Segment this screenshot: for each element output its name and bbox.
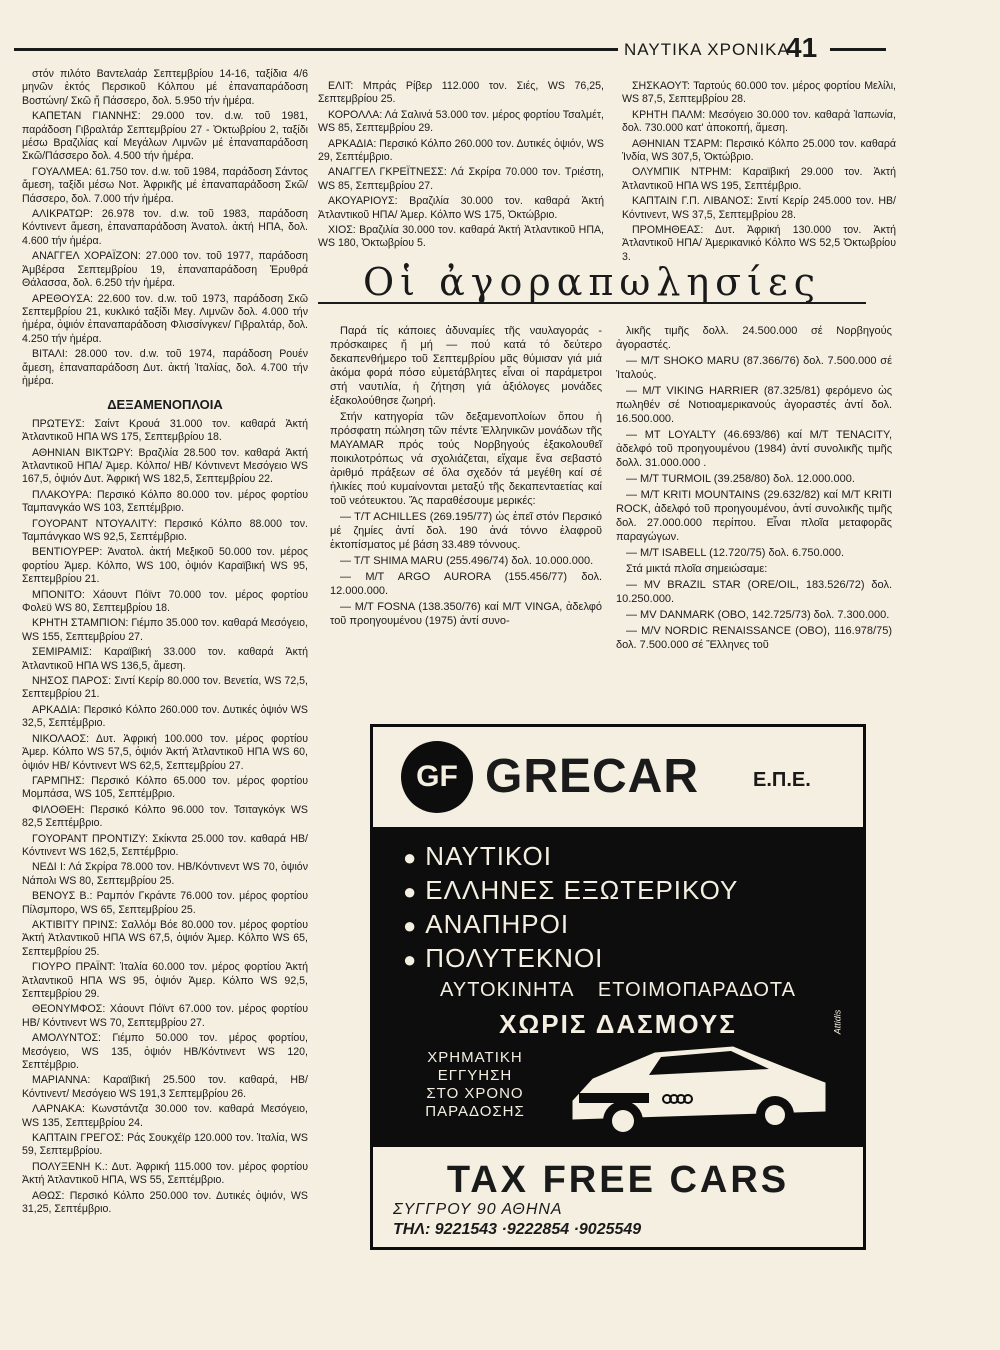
paragraph: ΒΕΝΟΥΣ Β.: Ραμπόν Γκράντε 76.000 τον. μέρος φορτίου Πίλσμπορο, WS 65, Σεπτεμβρίου 25. bbox=[22, 890, 308, 916]
paragraph: ΛΑΡΝΑΚΑ: Κωνστάντζα 30.000 τον. καθαρά Μεσόγειο, WS 135, Σεπτεμβρίου 24. bbox=[22, 1103, 308, 1129]
ad-line-available-cars: ΑΥΤΟΚΙΝΗΤΑ ΕΤΟΙΜΟΠΑΡΑΔΟΤΑ bbox=[440, 979, 796, 1001]
article-column-left bbox=[330, 322, 602, 628]
article-paragraph: — T/T ACHILLES (269.195/77) ὡς ἐπεῖ στόν Περσικό μέ ζημίες ἀντί δολ. 190 ἀνά τόννο ἐλαφροῦ ἐκτοπίσματος μέ βάση 33.489 τόννους. bbox=[330, 511, 602, 551]
article-title: Οἱ ἀγοραπωλησίες bbox=[318, 262, 866, 304]
paragraph: ΣΗΣΚΑΟΥΤ: Ταρτούς 60.000 τον. μέρος φορτίου Μελίλι, WS 87,5, Σεπτεμβρίου 28. bbox=[622, 80, 896, 106]
paragraph: ΧΙΟΣ: Βραζιλία 30.000 τον. καθαρά Ἀκτή Ἀτλαντικοῦ ΗΠΑ, WS 180, Ὀκτωβρίου 5. bbox=[318, 224, 604, 250]
article-paragraph: — M/T ARGO AURORA (155.456/77) δολ. 12.000.000. bbox=[330, 571, 602, 597]
ad-brand-suffix: Ε.Π.Ε. bbox=[753, 769, 811, 791]
article-paragraph: — MV DANMARK (OBO, 142.725/73) δολ. 7.300.000. bbox=[626, 609, 890, 621]
section-title-tankers: ΔΕΞΑΜΕΝΟΠΛΟΙΑ bbox=[107, 397, 223, 413]
publication-name: ΝΑΥΤΙΚΑ ΧΡΟΝΙΚΑ bbox=[624, 40, 790, 59]
paragraph: ΠΡΟΜΗΘΕΑΣ: Δυτ. Ἀφρική 130.000 τον. Ἀκτή Ἀτλαντικοῦ ΗΠΑ/ Ἀμερικανικό Κόλπο WS 52,5 Ὀκτωβρίου 3. bbox=[622, 224, 896, 263]
paragraph: ΚΟΡΟΛΛΑ: Λά Σαλινά 53.000 τον. μέρος φορτίου Τσαλμέτ, WS 85, Σεπτεμβρίου 29. bbox=[318, 108, 604, 135]
ad-artist-signature: Attidis bbox=[832, 1009, 843, 1035]
paragraph: ΚΑΠΕΤΑΝ ΓΙΑΝΝΗΣ: 29.000 τον. d.w. τοῦ 1981, παράδοση Γιβραλτάρ Σεπτεμβρίου 27 - Ὀκτωβρίου 2, ταξίδι μέσω Βραζιλίας καί Μεγάλων Λιμνῶν μέ ἐπαναπαράδοση Σκῶ/Πάσσερο δολ. 4.500 τήν ἡμέρα. bbox=[22, 110, 308, 163]
article-paragraph: λικῆς τιμῆς δολλ. 24.500.000 σέ Νορβηγούς ἀγοραστές. bbox=[616, 325, 892, 351]
ad-bullet: ● ΕΛΛΗΝΕΣ ΕΞΩΤΕΡΙΚΟΥ bbox=[403, 875, 739, 905]
ad-bullet: ● ΠΟΛΥΤΕΚΝΟΙ bbox=[403, 943, 604, 973]
paragraph: ΑΘΩΣ: Περσικό Κόλπο 250.000 τον. Δυτικές ὀψιόν, WS 31,25, Σεπτέμβριο. bbox=[22, 1189, 308, 1216]
paragraph: ΘΕΟΝΥΜΦΟΣ: Χάουντ Πόϊντ 67.000 τον. μέρος φορτίου ΗΒ/ Κόντινεντ WS 70, Σεπτεμβρίου 27. bbox=[22, 1003, 308, 1029]
paragraph: ΑΝΑΓΓΕΛ ΓΚΡΕΪΤΝΕΣΣ: Λά Σκρίρα 70.000 τον. Τριέστη, WS 85, Σεπτεμβρίου 27. bbox=[318, 166, 604, 192]
article-paragraph: — T/T SHIMA MARU (255.496/74) δολ. 10.000.000. bbox=[340, 555, 594, 567]
paragraph: ΦΙΛΟΘΕΗ: Περσικό Κόλπο 96.000 τον. Τσιταγκόγκ WS 82,5 Σεπτέμβριο. bbox=[22, 803, 308, 830]
paragraph: ΑΘΗΝΙΑΝ ΒΙΚΤΩΡΥ: Βραζιλία 28.500 τον. καθαρά Ἀκτή Ἀτλαντικοῦ ΗΠΑ/ Ἀμερ. Κόλπο/ ΗΒ/ Κόντινεντ Μεσόγειο WS 167,5, ὀψιόν Δυτ. Ἀφρική WS 182,5, Σεπτεμβρίου 22. bbox=[22, 446, 308, 486]
article-paragraph: — M/T TURMOIL (39.258/80) δολ. 12.000.000. bbox=[626, 473, 855, 485]
paragraph: ΑΡΚΑΔΙΑ: Περσικό Κόλπο 260.000 τον. Δυτικές ὀψιόν, WS 29, Σεπτέμβριο. bbox=[318, 137, 604, 164]
ad-header bbox=[373, 727, 863, 827]
ad-bullet: ● ΑΝΑΠΗΡΟΙ bbox=[403, 909, 570, 939]
ad-guarantee-text: ΧΡΗΜΑΤΙΚΗ ΕΓΓΥΗΣΗ ΣΤΟ ΧΡΟΝΟ ΠΑΡΑΔΟΣΗΣ bbox=[425, 1049, 525, 1120]
ad-address: ΣΥΓΓΡΟΥ 90 ΑΘΗΝΑ bbox=[393, 1201, 563, 1218]
grecar-advertisement bbox=[370, 724, 866, 1250]
article-paragraph: — M/T ISABELL (12.720/75) δολ. 6.750.000. bbox=[626, 547, 845, 559]
article-paragraph: — M/T KRITI MOUNTAINS (29.632/82) καί M/T KRITI ROCK, ἀδελφό τοῦ προηγουμένου, ἀντί συνολικῆς τιμῆς δολ. 27.000.000 περίπου. Εἶναι πλοῖα μεταφορᾶς παραγώγων. bbox=[616, 489, 892, 543]
article-paragraph: Στήν κατηγορία τῶν δεξαμενοπλοίων ὅπου ἡ πρόσφατη πώληση τῶν πέντε Ἑλληνικῶν μονάδων τῆς MAYAMAR πρός τούς Νορβηγούς ἐξακολουθεῖ ποικιλοτρόπως νά σχολιάζεται, εἴχαμε ἕνα σεβαστό ἀριθμό πράξεων σέ ὅλα σχεδόν τά μεγέθη καί σέ ἡλικίες πού κυμαίνονται μεταξύ τῆς δεκαπενταετίας καί τοῦ νεότευκτου. Ἄς παραθέσουμε μερικές: bbox=[330, 411, 602, 507]
paragraph: ΚΑΠΤΑΙΝ ΓΡΕΓΟΣ: Ράς Σουκχέϊρ 120.000 τον. Ἰταλία, WS 59, Σεπτεμβρίου. bbox=[22, 1132, 308, 1158]
paragraph: στόν πιλότο Βαντελαάρ Σεπτεμβρίου 14-16, ταξίδια 4/6 μηνῶν ἐκτός Περσικοῦ Κόλπου μέ ἐπαναπαράδοση Βοστώνη/ Σκῶ ἤ Πάσσερο, δολ. 5.950 τήν ἡμέρα. bbox=[22, 68, 308, 107]
article-paragraph: Στά μικτά πλοῖα σημειώσαμε: bbox=[626, 563, 768, 575]
paragraph: ΒΙΤΑΛΙ: 28.000 τον. d.w. τοῦ 1974, παράδοση Ρουέν ἄμεση, ἐπαναπαράδοση Δυτ. ἀκτή Ἰταλίας, δολ. 4.700 τήν ἡμέρα. bbox=[22, 348, 308, 387]
article-paragraph: — M/T VIKING HARRIER (87.325/81) φερόμενο ὡς πωληθέν σέ Νοτιοαμερικανούς ἀγοραστές ἀντί δολ. 16.500.000. bbox=[616, 385, 892, 425]
paragraph: ΜΑΡΙΑΝΝΑ: Καραϊβική 25.500 τον. καθαρά, ΗΒ/ Κόντινεντ/ Μεσόγειο WS 191,3 Σεπτεμβρίου 26. bbox=[22, 1074, 308, 1100]
paragraph: ΚΡΗΤΗ ΠΑΛΜ: Μεσόγειο 30.000 τον. καθαρά Ἰαπωνία, δολ. 730.000 κατ' ἀποκοπή, ἄμεση. bbox=[622, 108, 896, 135]
car-illustration bbox=[563, 1023, 833, 1147]
paragraph: ΑΡΚΑΔΙΑ: Περσικό Κόλπο 260.000 τον. Δυτικές ὀψιόν WS 32,5, Σεπτέμβριο. bbox=[22, 703, 308, 730]
paragraph: ΓΑΡΜΠΗΣ: Περσικό Κόλπο 65.000 τον. μέρος φορτίου Μομπάσα, WS 105, Σεπτέμβριο. bbox=[22, 774, 308, 801]
ad-footer bbox=[373, 1147, 863, 1247]
column-1 bbox=[22, 66, 308, 1217]
paragraph: ΠΡΩΤΕΥΣ: Σαίντ Κρουά 31.000 τον. καθαρά Ἀκτή Ἀτλαντικοῦ ΗΠΑ WS 175, Σεπτεμβρίου 18. bbox=[22, 417, 308, 444]
article-paragraph: — M/V NORDIC RENAISSANCE (OBO), 116.978/75) δολ. 7.500.000 σέ Ἕλληνες τοῦ bbox=[616, 625, 892, 651]
article-paragraph: — M/T FOSNA (138.350/76) καί M/T VINGA, ἀδελφό τοῦ προηγουμένου (1975) ἀντί συνο- bbox=[330, 601, 602, 627]
article-column-right bbox=[616, 322, 892, 652]
paragraph: ΝΙΚΟΛΑΟΣ: Δυτ. Ἀφρική 100.000 τον. μέρος φορτίου Ἀμερ. Κόλπο WS 57,5, ὀψιόν Ἀκτή Ἀτλαντικοῦ ΗΠΑ WS 60, ὀψιόν ΗΒ/ Κόντινεντ WS 62,5, Σεπτεμβρίου 27. bbox=[22, 732, 308, 772]
ad-tax-free-cars: TAX FREE CARS bbox=[446, 1159, 790, 1201]
paragraph: ΝΗΣΟΣ ΠΑΡΟΣ: Σιντί Κερίρ 80.000 τον. Βενετία, WS 72,5, Σεπτεμβρίου 21. bbox=[22, 675, 308, 701]
paragraph: ΚΑΠΤΑΙΝ Γ.Π. ΛΙΒΑΝΟΣ: Σιντί Κερίρ 245.000 τον. ΗΒ/Κόντινεντ, WS 37,5, Σεπτεμβρίου 28. bbox=[622, 195, 896, 221]
paragraph: ΒΕΝΤΙΟΥΡΕΡ: Ἀνατολ. ἀκτή Μεξικοῦ 50.000 τον. μέρος φορτίου Ἀμερ. Κόλπο, WS 100, ὀψιόν Καραϊβική WS 95, Σεπτεμβρίου 21. bbox=[22, 546, 308, 586]
paragraph: ΝΕΔΙ Ι: Λά Σκρίρα 78.000 τον. ΗΒ/Κόντινεντ WS 70, ὀψιόν Νάπολι WS 80, Σεπτεμβρίου 25. bbox=[22, 861, 308, 887]
column-3 bbox=[622, 78, 896, 264]
ad-brand: GRECAR bbox=[485, 750, 700, 803]
grecar-logo: GF bbox=[401, 741, 473, 813]
article-paragraph: — MT LOYALTY (46.693/86) καί M/T TENACITY, ἀδελφό τοῦ προηγουμένου (1984) ἀντί συνολικῆς τιμῆς δολλ. 31.000.000 . bbox=[616, 429, 892, 469]
paragraph: ΑΡΕΘΟΥΣΑ: 22.600 τον. d.w. τοῦ 1973, παράδοση Σκῶ Σεπτεμβρίου 21, κυκλικό ταξίδι Μεγ. Λιμνῶν δολ. 4.000 τήν ἡμέρα, ὀψιόν ἐπαναπαράδοση Φλισσίνγκεν/ Γιβραλτάρ, δολ. 4.250 τήν ἡμέρα. bbox=[22, 292, 308, 345]
paragraph: ΠΛΑΚΟΥΡΑ: Περσικό Κόλπο 80.000 τον. μέρος φορτίου Ταμπανγκάο WS 103, Σεπτέμβριο. bbox=[22, 488, 308, 515]
column-2 bbox=[318, 78, 604, 251]
paragraph: ΚΡΗΤΗ ΣΤΑΜΠΙΟΝ: Γιέμπο 35.000 τον. καθαρά Μεσόγειο, WS 155, Σεπτεμβρίου 27. bbox=[22, 617, 308, 643]
ad-line-duty-free: ΧΩΡΙΣ ΔΑΣΜΟΥΣ bbox=[499, 1009, 737, 1039]
paragraph: ΑΘΗΝΙΑΝ ΤΣΑΡΜ: Περσικό Κόλπο 25.000 τον. καθαρά Ἰνδία, WS 307,5, Ὀκτώβριο. bbox=[622, 137, 896, 164]
paragraph: ΟΛΥΜΠΙΚ ΝΤΡΗΜ: Καραϊβική 29.000 τον. Ἀκτή Ἀτλαντικοῦ ΗΠΑ WS 195, Σεπτέμβριο. bbox=[622, 166, 896, 192]
article-paragraph: — M/T SHOKO MARU (87.366/76) δολ. 7.500.000 σέ Ἰταλούς. bbox=[616, 355, 892, 381]
paragraph: ΑΛΙΚΡΑΤΩΡ: 26.978 τον. d.w. τοῦ 1983, παράδοση Κόντινεντ ἄμεση, ἐπαναπαράδοση Ἀνατολ. ἀκτή ΗΠΑ, δολ. 4.600 τήν ἡμέρα. bbox=[22, 208, 308, 247]
ad-phone: ΤΗΛ: 9221543 ·9222854 ·9025549 bbox=[393, 1221, 642, 1238]
paragraph: ΑΝΑΓΓΕΛ ΧΟΡΑΪΖΟΝ: 27.000 τον. τοῦ 1977, παράδοση Ἀμβέρσα Σεπτεμβρίου 19, ἐπαναπαράδοση Ἐρυθρά Θάλασσα, δολ. 6.250 τήν ἡμέρα. bbox=[22, 250, 308, 290]
paragraph: ΑΚΟΥΑΡΙΟΥΣ: Βραζιλία 30.000 τον. καθαρά Ἀκτή Ἀτλαντικοῦ ΗΠΑ/ Ἀμερ. Κόλπο WS 175, Ὀκτώβριο. bbox=[318, 195, 604, 221]
paragraph: ΓΙΟΥΡΟ ΠΡΑΪΝΤ: Ἰταλία 60.000 τον. μέρος φορτίου Ἀκτή Ἀτλαντικοῦ ΗΠΑ WS 95, ὀψιόν Ἀμερ. Κόλπο WS 92,5, Σεπτεμβρίου 29. bbox=[22, 961, 308, 1000]
paragraph: ΓΟΥΑΛΜΕΑ: 61.750 τον. d.w. τοῦ 1984, παράδοση Σάντος ἄμεση, ταξίδι μέσω Νοτ. Ἀφρικῆς μέ ἐπαναπαράδοση Σκῶ/Πάσσερο, δολ. 7.000 τήν ἡμέρα. bbox=[22, 165, 308, 205]
paragraph: ΜΠΟΝΙΤΟ: Χάουντ Πόϊντ 70.000 τον. μέρος φορτίου Φολεϋ WS 80, Σεπτεμβρίου 18. bbox=[22, 588, 308, 615]
paragraph: ΣΕΜΙΡΑΜΙΣ: Καραϊβική 33.000 τον. καθαρά Ἀκτή Ἀτλαντικοῦ ΗΠΑ WS 136,5, ἄμεση. bbox=[22, 646, 308, 672]
header-rule-right bbox=[830, 48, 886, 51]
page-number: 41 bbox=[786, 32, 818, 63]
paragraph: ΠΟΛΥΞΕΝΗ Κ.: Δυτ. Ἀφρική 115.000 τον. μέρος φορτίου Ἀκτή Ἀτλαντικοῦ ΗΠΑ, WS 55, Σεπτέμβριο. bbox=[22, 1160, 308, 1187]
ad-bullet: ● ΝΑΥΤΙΚΟΙ bbox=[403, 841, 552, 871]
header-rule-left bbox=[14, 48, 618, 51]
paragraph: ΓΟΥΟΡΑΝΤ ΝΤΟΥΑΛΙΤΥ: Περσικό Κόλπο 88.000 τον. Ταμπάνγκαο WS 92,5, Σεπτέμβριο. bbox=[22, 517, 308, 543]
paragraph: ΑΜΟΛΥΝΤΟΣ: Γιέμπο 50.000 τον. μέρος φορτίου, Μεσόγειο, WS 135, ὀψιόν ΗΒ/Κόντινεντ WS 120, Σεπτέμβριο. bbox=[22, 1032, 308, 1072]
paragraph: ΓΟΥΟΡΑΝΤ ΠΡΟΝΤΙΖΥ: Σκίκντα 25.000 τον. καθαρά ΗΒ/ Κόντινεντ WS 162,5, Σεπτέμβριο. bbox=[22, 832, 308, 858]
paragraph: ΑΚΤΙΒΙΤΥ ΠΡΙΝΣ: Σαλλόμ Βόε 80.000 τον. μέρος φορτίου Ἀκτή Ἀτλαντικοῦ ΗΠΑ WS 67,5, ὀψιόν Ἀμερ. Κόλπο WS 65, Σεπτεμβρίου 25. bbox=[22, 918, 308, 958]
paragraph: ΕΛΙΤ: Μπράς Ρίβερ 112.000 τον. Σιές, WS 76,25, Σεπτεμβρίου 25. bbox=[318, 80, 604, 106]
article-paragraph: Παρά τίς κάποιες ἀδυναμίες τῆς ναυλαγοράς - πρόσκαιρες ἤ μή — πού κατά τό δεύτερο δεκαπενθήμερο τοῦ Σεπτεμβρίου μᾶς θύμισαν γιά μιά ἀκόμα φορά πόσο εὐμετάβλητες εἶναι οἱ παράμετροι στή ναυτιλία, ἡ ζήτηση γιά ἀξιόλογες μονάδες ἐξακολούθησε ζωηρή. bbox=[330, 325, 602, 407]
article-paragraph: — MV BRAZIL STAR (ORE/OIL, 183.526/72) δολ. 10.250.000. bbox=[616, 579, 892, 605]
